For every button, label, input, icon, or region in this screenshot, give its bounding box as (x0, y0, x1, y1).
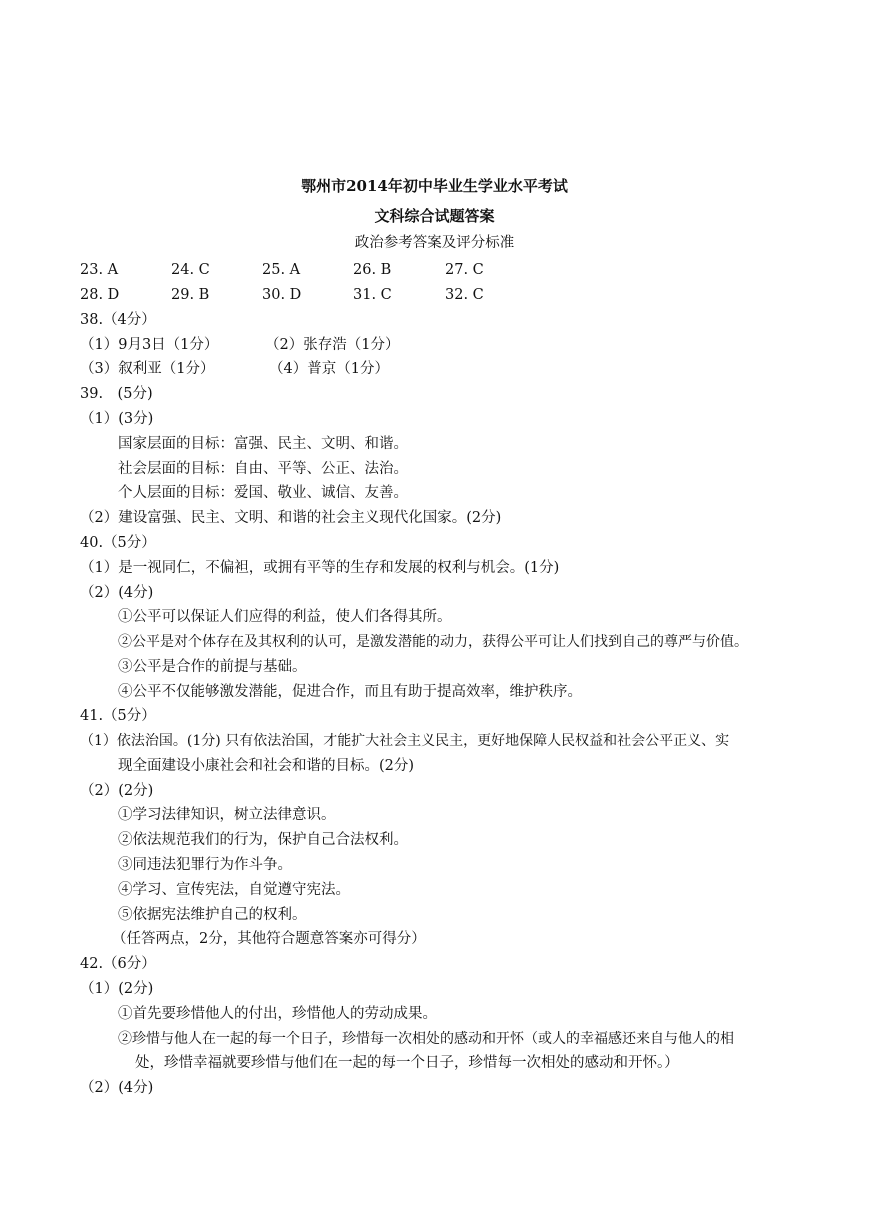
q40-answer: ④公平不仅能够激发潜能，促进合作，而且有助于提高效率，维护秩序。 (118, 684, 582, 700)
q42-heading: 42.（6分） (80, 956, 156, 972)
q42-part: （2）(4分) (80, 1080, 154, 1096)
mc-answer: 28. D (80, 287, 120, 303)
q41-answer: ③同违法犯罪行为作斗争。 (118, 857, 292, 873)
q41-answer: ④学习、宣传宪法，自觉遵守宪法。 (118, 882, 350, 898)
q38-answer: （4）普京（1分） (269, 361, 389, 377)
doc-title: 鄂州市2014年初中毕业生学业水平考试 (301, 177, 568, 195)
mc-answer: 29. B (171, 287, 210, 303)
q42-answer: ①首先要珍惜他人的付出，珍惜他人的劳动成果。 (118, 1006, 437, 1022)
mc-answer: 27. C (445, 262, 484, 278)
q42-part: （1）(2分) (80, 981, 154, 997)
mc-answer: 26. B (353, 262, 392, 278)
section-heading: 政治参考答案及评分标准 (354, 235, 515, 251)
mc-answer: 32. C (445, 287, 484, 303)
q40-part: （2）(4分) (80, 585, 154, 601)
q38-answer: （1）9月3日（1分） (80, 337, 219, 353)
q40-part: （1）是一视同仁，不偏袒，或拥有平等的生存和发展的权利与机会。(1分) (80, 560, 560, 576)
q41-answer: ⑤依据宪法维护自己的权利。 (118, 907, 307, 923)
q40-answer: ③公平是合作的前提与基础。 (118, 659, 307, 675)
q41-note: （任答两点，2分，其他符合题意答案亦可得分） (112, 931, 426, 947)
q39-answer: 国家层面的目标：富强、民主、文明、和谐。 (118, 436, 408, 452)
q40-heading: 40.（5分） (80, 535, 156, 551)
q42-answer: ②珍惜与他人在一起的每一个日子，珍惜每一次相处的感动和开怀（或人的幸福感还来自与他人的相 (118, 1031, 734, 1047)
mc-answer: 23. A (80, 262, 119, 278)
q39-part: （1）(3分) (80, 411, 154, 427)
q41-part-continued: 现全面建设小康社会和社会和谐的目标。(2分) (118, 758, 415, 774)
q41-answer: ①学习法律知识，树立法律意识。 (118, 807, 336, 823)
mc-answer: 30. D (262, 287, 302, 303)
q39-answer: 个人层面的目标：爱国、敬业、诚信、友善。 (118, 485, 408, 501)
q41-part: （2）(2分) (80, 783, 154, 799)
mc-answer: 25. A (262, 262, 301, 278)
q39-answer: 社会层面的目标：自由、平等、公正、法治。 (118, 461, 408, 477)
q39-part: （2）建设富强、民主、文明、和谐的社会主义现代化国家。(2分) (80, 510, 502, 526)
q38-answer: （2）张存浩（1分） (265, 337, 400, 353)
q38-heading: 38.（4分） (80, 312, 156, 328)
q39-heading: 39. (5分) (80, 386, 153, 402)
q40-answer: ①公平可以保证人们应得的利益，使人们各得其所。 (118, 609, 452, 625)
q42-answer-continued: 处，珍惜幸福就要珍惜与他们在一起的每一个日子，珍惜每一次相处的感动和开怀。） (135, 1055, 679, 1071)
q40-answer: ②公平是对个体存在及其权利的认可，是激发潜能的动力，获得公平可让人们找到自己的尊严与价值。 (118, 634, 748, 650)
mc-answer: 24. C (171, 262, 210, 278)
q41-heading: 41.（5分） (80, 708, 156, 724)
doc-subtitle: 文科综合试题答案 (374, 207, 495, 225)
mc-answer: 31. C (353, 287, 392, 303)
q41-answer: ②依法规范我们的行为，保护自己合法权利。 (118, 832, 408, 848)
q41-part: （1）依法治国。(1分) 只有依法治国，才能扩大社会主义民主，更好地保障人民权益和社会公平正义、实 (80, 733, 730, 749)
q38-answer: （3）叙利亚（1分） (80, 361, 215, 377)
